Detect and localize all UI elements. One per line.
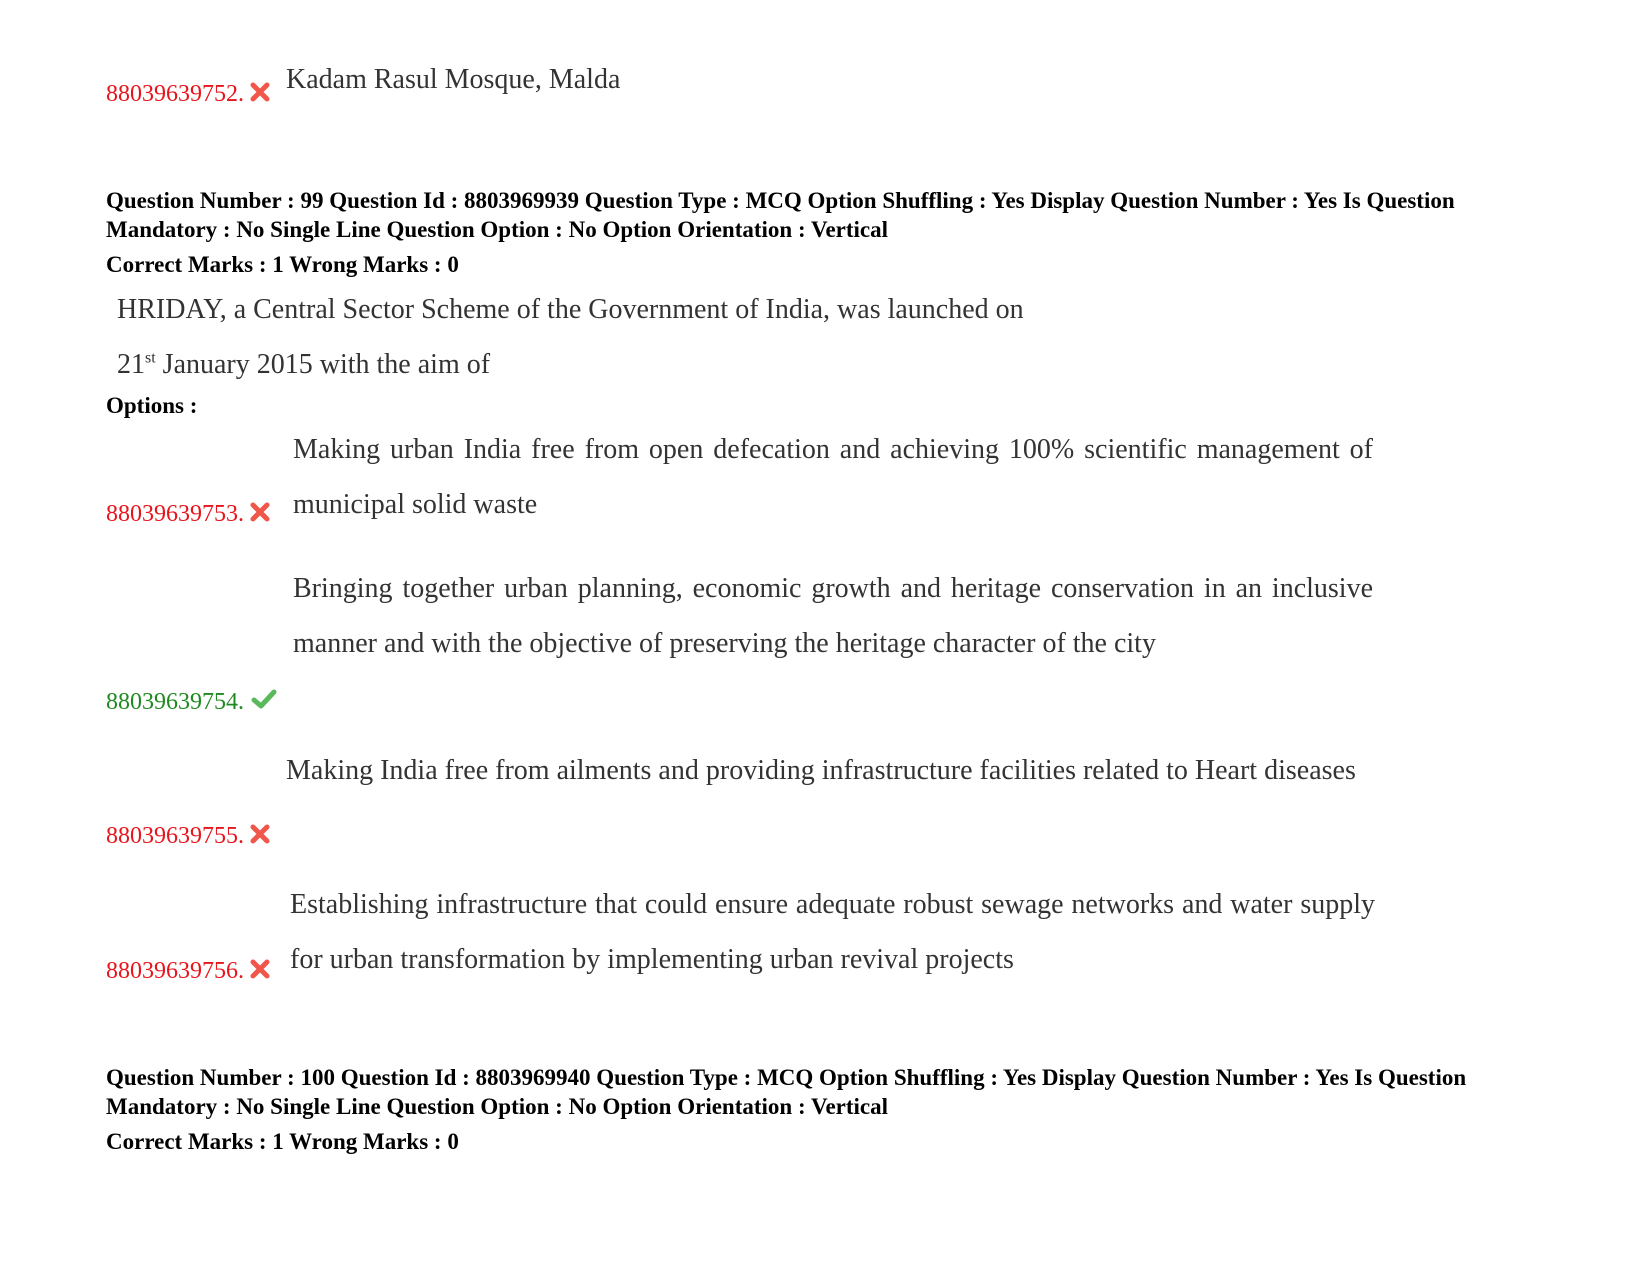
question-header: Question Number : 99 Question Id : 8803969939 Question Type : MCQ Option Shuffling : Yes Display Question Number : Yes Is Question Mandatory : No Single Line Question Option : No Option Orientation : Vertical — [106, 188, 1455, 242]
question-day: 21 — [117, 349, 145, 380]
cross-icon — [249, 958, 271, 980]
option-id: 88039639755. — [106, 823, 244, 849]
option-id: 88039639753. — [106, 501, 244, 527]
question-sup: st — [145, 349, 156, 367]
question-text — [117, 282, 1227, 392]
option-text: Kadam Rasul Mosque, Malda — [286, 64, 621, 95]
options-label: Options : — [106, 393, 198, 418]
check-icon — [251, 688, 277, 710]
question-rest: January 2015 with the aim of — [155, 349, 491, 380]
question-line-2 — [117, 337, 1227, 392]
cross-icon — [249, 81, 271, 103]
question-marks: Correct Marks : 1 Wrong Marks : 0 — [106, 252, 459, 277]
option-id: 88039639754. — [106, 689, 244, 715]
question-marks: Correct Marks : 1 Wrong Marks : 0 — [106, 1129, 459, 1154]
option-text: Establishing infrastructure that could ensure adequate robust sewage networks and water supply for urban transformation by implementing urban revival projects — [290, 889, 1375, 975]
question-line-1: HRIDAY, a Central Sector Scheme of the Government of India, was launched on — [117, 294, 1024, 325]
cross-icon — [249, 823, 271, 845]
option-text: Making urban India free from open defecation and achieving 100% scientific management of municipal solid waste — [293, 434, 1373, 520]
option-id: 88039639756. — [106, 958, 244, 984]
question-header: Question Number : 100 Question Id : 8803969940 Question Type : MCQ Option Shuffling : Yes Display Question Number : Yes Is Question Mandatory : No Single Line Question Option : No Option Orientation : Vertical — [106, 1065, 1467, 1119]
option-text: Bringing together urban planning, economic growth and heritage conservation in an inclusive manner and with the objective of preserving the heritage character of the city — [293, 573, 1373, 659]
cross-icon — [249, 501, 271, 523]
option-text: Making India free from ailments and providing infrastructure facilities related to Heart diseases — [286, 755, 1356, 786]
option-id: 88039639752. — [106, 81, 244, 107]
